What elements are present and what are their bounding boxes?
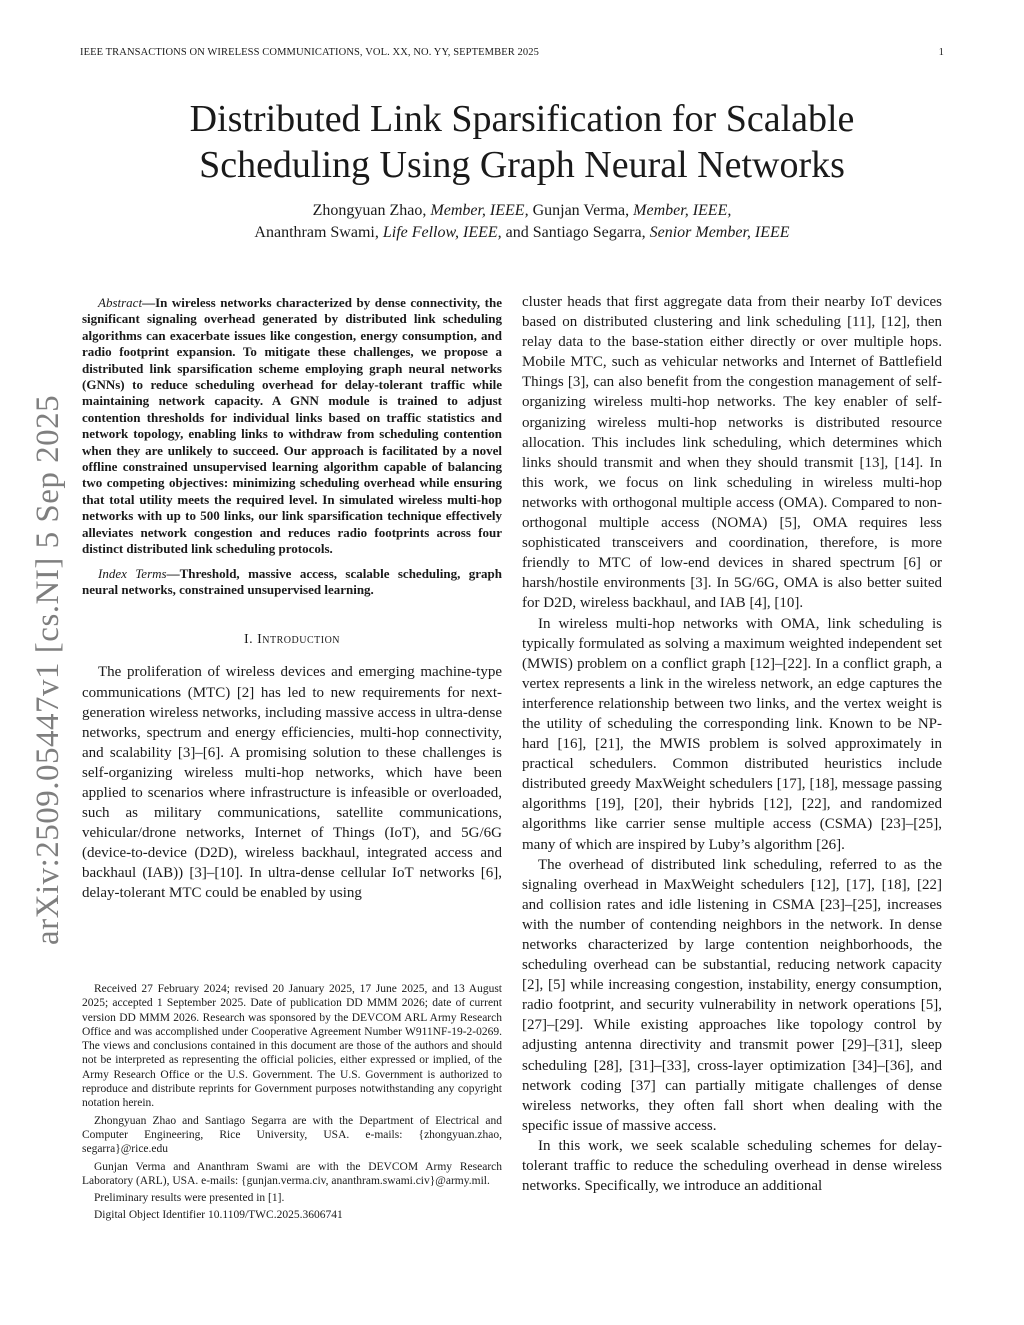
left-column (82, 295, 502, 904)
paper-title (60, 96, 984, 188)
title-line: Distributed Link Sparsification for Scalable (189, 98, 855, 140)
author-name: Zhongyuan Zhao, (312, 202, 427, 219)
index-terms: Index Terms—Threshold, massive access, scalable scheduling, graph neural networks, constrained unsupervised learning. (82, 565, 502, 597)
title-line: Scheduling Using Graph Neural Networks (199, 144, 845, 186)
author-line (60, 200, 984, 222)
page-number: 1 (938, 47, 944, 58)
footnotes (82, 982, 502, 1226)
intro-paragraph: The proliferation of wireless devices and emerging machine-type communications (MTC) [2] has led to new requirements for next-generation wireless networks, including massive access in ultra-dense networks, spectrum and energy efficiencies, multi-hop connectivity, and scalability [3]–[6]. A promising solution to these challenges is self-organizing wireless multi-hop networks, which have been applied to scenarios where infrastructure is infeasible or overloaded, such as military communications, satellite communications, vehicular/drone networks, Internet of Things (IoT), and 5G/6G (device-to-device (D2D), wireless backhaul, integrated access and backhaul (IAB)) [3]–[10]. In ultra-dense cellular IoT networks [6], delay-tolerant MTC could be enabled by using (82, 664, 502, 902)
abstract-label: Abstract (98, 295, 143, 310)
section-title: Introduction (257, 632, 341, 648)
body-paragraph: cluster heads that first aggregate data from their nearby IoT devices based on distributed clustering and link scheduling [11], [12], then relay data to the base-station either directly or over multiple hops. Mobile MTC, such as vehicular networks and Internet of Battlefield Things [3], can also benefit from the congestion management of self-organizing wireless multi-hop networks. The key enabler of self-organizing wireless multi-hop networks is distributed resource allocation. This includes link scheduling, which determines which links should transmit and when they should transmit [13], [14]. In this work, we focus on link scheduling in wireless multi-hop networks with orthogonal multiple access (OMA). Compared to non-orthogonal multiple access (NOMA) [5], OMA requires less sophisticated transceivers and coordination, therefore, is more friendly to MTC of low-end devices in shared spectrum [6] or harsh/hostile environments [3]. In 5G/6G, OMA is also better suited for D2D, wireless backhaul, and IAB [4], [10]. (522, 294, 942, 612)
right-column (522, 292, 942, 1196)
body-paragraph: The overhead of distributed link scheduling, referred to as the signaling overhead in MaxWeight schedulers [12], [17], [18], [22] and collision rates and idle listening in CSMA [23]–[25], increases with the number of contending neighbors in the network. In dense networks characterized by large contention neighborhoods, the scheduling overhead can be substantial, reducing network capacity [2], [5] while increasing congestion, instability, energy consumption, radio footprint, and security vulnerability in network operations [5], [27]–[29]. While existing approaches like topology control by adjusting antenna directivity and transmit power [29]–[31], sleep scheduling [28], [31]–[33], cross-layer optimization [34]–[36], and network coding [37] can partially mitigate challenges of dense wireless networks, they often fall short when dealing with the specific issue of massive access. (522, 856, 942, 1134)
section-numeral: I. (243, 632, 258, 648)
footnote: Digital Object Identifier 10.1109/TWC.2025.3606741 (94, 1209, 343, 1222)
author-line (60, 222, 984, 244)
author-name: and Santiago Segarra, (505, 224, 646, 241)
abstract: Abstract—In wireless networks characterized by dense connectivity, the significant signaling overhead generated by distributed link scheduling algorithms can exacerbate issues like congestion, energy consumption, and radio footprint expansion. To mitigate these challenges, we propose a distributed link sparsification scheme employing graph neural networks (GNNs) to reduce scheduling overhead for delay-tolerant traffic while maintaining network capacity. A GNN module is trained to adjust contention thresholds for individual links based on traffic statistics and network topology, enabling links to withdraw from scheduling contention when they are unlikely to succeed. Our approach is facilitated by a novel offline constrained unsupervised learning algorithm capable of balancing two competing objectives: minimizing scheduling overhead while ensuring that total utility meets the required level. In simulated wireless multi-hop networks with up to 500 links, our link sparsification technique effectively alleviates network congestion and reduces radio footprints across four distinct distributed link scheduling protocols. (82, 295, 502, 557)
running-header (80, 47, 944, 58)
abstract-text: In wireless networks characterized by dense connectivity, the significant signaling overhead generated by distributed link scheduling algorithms can exacerbate issues like congestion, energy consumption, and radio footprint expansion. To mitigate these challenges, we propose a distributed link sparsification scheme employing graph neural networks (GNNs) to reduce scheduling overhead for delay-tolerant traffic while maintaining network capacity. A GNN module is trained to adjust contention thresholds for individual links based on traffic statistics and network topology, enabling links to withdraw from scheduling contention when they are unlikely to succeed. Our approach is facilitated by a novel offline constrained unsupervised learning algorithm capable of balancing two competing objectives: minimizing scheduling overhead while ensuring that total utility meets the required level. In simulated wireless multi-hop networks with up to 500 links, our link sparsification technique effectively alleviates network congestion and reduces radio footprints across four distinct distributed link scheduling protocols. (82, 295, 502, 557)
author-membership: Life Fellow, IEEE, (382, 224, 502, 241)
author-membership: Member, IEEE, (633, 202, 732, 219)
journal-header: IEEE TRANSACTIONS ON WIRELESS COMMUNICATIONS, VOL. XX, NO. YY, SEPTEMBER 2025 (80, 47, 539, 58)
author-membership: Senior Member, IEEE (649, 224, 790, 241)
author-name: Ananthram Swami, (254, 224, 379, 241)
body-paragraph: In wireless multi-hop networks with OMA, link scheduling is typically formulated as solving a maximum weighted independent set (MWIS) problem on a conflict graph [12]–[22]. In a conflict graph, a vertex represents a link in the wireless network, an edge captures the interference relationship between two links, and the vertex weight is the utility of scheduling the corresponding link. Known to be NP-hard [16], [21], the MWIS problem is solved approximately in practical schedulers. Common distributed heuristics include distributed greedy MaxWeight schedulers [17], [18], message passing algorithms [19], [20], their hybrids [12], [22], and randomized algorithms like carrier sense multiple access (CSMA) [23]–[25], many of which are inspired by Luby’s algorithm [26]. (522, 615, 942, 853)
section-heading (82, 630, 502, 650)
index-terms-label: Index Terms (98, 565, 167, 581)
footnote: Gunjan Verma and Ananthram Swami are with the DEVCOM Army Research Laboratory (ARL), USA. e-mails: {gunjan.verma.civ, ananthram.swami.civ}@army.mil. (82, 1160, 502, 1187)
index-terms-text: Threshold, massive access, scalable scheduling, graph neural networks, constrained unsupervised learning. (82, 565, 502, 597)
author-membership: Member, IEEE, (430, 202, 529, 219)
author-list (60, 200, 984, 244)
body-paragraph: In this work, we seek scalable scheduling schemes for delay-tolerant traffic to reduce the scheduling overhead in dense wireless networks. Specifically, we introduce an additional (522, 1137, 942, 1195)
author-name: Gunjan Verma, (532, 202, 630, 219)
footnote: Received 27 February 2024; revised 20 January 2025, 17 June 2025, and 13 August 2025; accepted 1 September 2025. Date of publication DD MMM 2026; date of current version DD MMM 2026. Research was sponsored by the DEVCOM ARL Army Research Office and was accomplished under Cooperative Agreement Number W911NF-19-2-0269. The views and conclusions contained in this document are those of the authors and should not be interpreted as representing the official policies, either expressed or implied, of the Army Research Office or the U.S. Government. The U.S. Government is authorized to reproduce and distribute reprints for Government purposes notwithstanding any copyright notation herein. (82, 983, 502, 1110)
footnote: Preliminary results were presented in [1]. (94, 1192, 285, 1205)
arxiv-identifier-stamp: arXiv:2509.05447v1 [cs.NI] 5 Sep 2025 (30, 394, 66, 945)
footnote: Zhongyuan Zhao and Santiago Segarra are with the Department of Electrical and Computer Engineering, Rice University, USA. e-mails: {zhongyuan.zhao, segarra}@rice.edu (82, 1114, 502, 1156)
